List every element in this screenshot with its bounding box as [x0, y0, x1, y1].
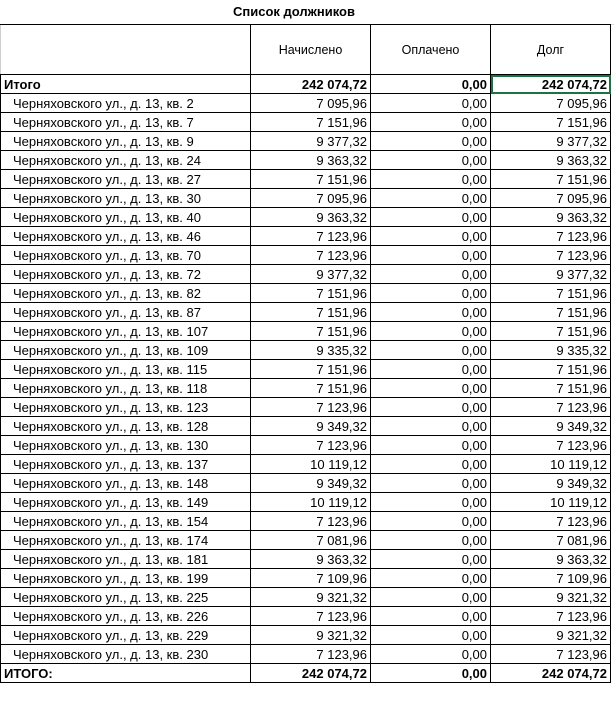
address-cell[interactable]: Черняховского ул., д. 13, кв. 149 — [1, 493, 251, 512]
debt-cell[interactable]: 9 363,32 — [491, 550, 611, 569]
address-cell[interactable]: Черняховского ул., д. 13, кв. 137 — [1, 455, 251, 474]
charged-cell[interactable]: 9 363,32 — [251, 550, 371, 569]
charged-cell[interactable]: 9 363,32 — [251, 208, 371, 227]
address-cell[interactable]: Черняховского ул., д. 13, кв. 226 — [1, 607, 251, 626]
total-paid-cell[interactable]: 0,00 — [371, 75, 491, 94]
debt-cell[interactable]: 9 321,32 — [491, 626, 611, 645]
charged-cell[interactable]: 10 119,12 — [251, 455, 371, 474]
address-cell[interactable]: Черняховского ул., д. 13, кв. 87 — [1, 303, 251, 322]
header-cell-charged[interactable]: Начислено — [251, 25, 371, 75]
charged-cell[interactable]: 7 151,96 — [251, 360, 371, 379]
charged-cell[interactable]: 7 151,96 — [251, 113, 371, 132]
charged-cell[interactable]: 7 123,96 — [251, 398, 371, 417]
table-row — [1, 170, 611, 189]
charged-cell[interactable]: 7 151,96 — [251, 379, 371, 398]
address-cell[interactable]: Черняховского ул., д. 13, кв. 2 — [1, 94, 251, 113]
address-cell[interactable]: Черняховского ул., д. 13, кв. 174 — [1, 531, 251, 550]
debt-cell[interactable]: 7 123,96 — [491, 512, 611, 531]
address-cell[interactable]: Черняховского ул., д. 13, кв. 123 — [1, 398, 251, 417]
debt-cell[interactable]: 7 123,96 — [491, 436, 611, 455]
charged-cell[interactable]: 7 123,96 — [251, 227, 371, 246]
table-row — [1, 208, 611, 227]
paid-cell[interactable]: 0,00 — [371, 398, 491, 417]
address-cell[interactable]: Черняховского ул., д. 13, кв. 82 — [1, 284, 251, 303]
paid-cell[interactable]: 0,00 — [371, 113, 491, 132]
charged-cell[interactable]: 9 349,32 — [251, 417, 371, 436]
charged-cell[interactable]: 9 335,32 — [251, 341, 371, 360]
debt-cell[interactable]: 9 335,32 — [491, 341, 611, 360]
address-cell[interactable]: Черняховского ул., д. 13, кв. 40 — [1, 208, 251, 227]
header-cell-address[interactable] — [1, 25, 251, 75]
paid-cell[interactable]: 0,00 — [371, 455, 491, 474]
debt-cell[interactable]: 9 377,32 — [491, 265, 611, 284]
table-row — [1, 531, 611, 550]
grand-total-debt-cell[interactable]: 242 074,72 — [491, 664, 611, 683]
paid-cell[interactable]: 0,00 — [371, 417, 491, 436]
table-row — [1, 512, 611, 531]
charged-cell[interactable]: 7 123,96 — [251, 645, 371, 664]
paid-cell[interactable]: 0,00 — [371, 360, 491, 379]
address-cell[interactable]: Черняховского ул., д. 13, кв. 118 — [1, 379, 251, 398]
sheet-title[interactable] — [0, 0, 614, 24]
charged-cell[interactable]: 9 321,32 — [251, 588, 371, 607]
paid-cell[interactable]: 0,00 — [371, 645, 491, 664]
table-row — [1, 341, 611, 360]
paid-cell[interactable]: 0,00 — [371, 151, 491, 170]
table-row — [1, 246, 611, 265]
table-row — [1, 379, 611, 398]
paid-cell[interactable]: 0,00 — [371, 94, 491, 113]
table-row — [1, 265, 611, 284]
table-row — [1, 645, 611, 664]
debt-cell[interactable]: 7 123,96 — [491, 398, 611, 417]
paid-cell[interactable]: 0,00 — [371, 303, 491, 322]
address-cell[interactable]: Черняховского ул., д. 13, кв. 148 — [1, 474, 251, 493]
paid-cell[interactable]: 0,00 — [371, 284, 491, 303]
debt-cell[interactable]: 7 151,96 — [491, 170, 611, 189]
debt-cell[interactable]: 9 363,32 — [491, 208, 611, 227]
paid-cell[interactable]: 0,00 — [371, 341, 491, 360]
debt-cell[interactable]: 9 377,32 — [491, 132, 611, 151]
debt-cell[interactable]: 7 123,96 — [491, 607, 611, 626]
address-cell[interactable]: Черняховского ул., д. 13, кв. 115 — [1, 360, 251, 379]
address-cell[interactable]: Черняховского ул., д. 13, кв. 9 — [1, 132, 251, 151]
charged-cell[interactable]: 10 119,12 — [251, 493, 371, 512]
charged-cell[interactable]: 7 081,96 — [251, 531, 371, 550]
charged-cell[interactable]: 7 123,96 — [251, 607, 371, 626]
debt-cell[interactable]: 7 109,96 — [491, 569, 611, 588]
table-row — [1, 322, 611, 341]
paid-cell[interactable]: 0,00 — [371, 588, 491, 607]
debt-cell[interactable]: 10 119,12 — [491, 455, 611, 474]
table-row — [1, 493, 611, 512]
paid-cell[interactable]: 0,00 — [371, 208, 491, 227]
debt-cell[interactable]: 7 151,96 — [491, 360, 611, 379]
total-label-cell[interactable]: Итого — [1, 75, 251, 94]
debt-cell[interactable]: 9 349,32 — [491, 417, 611, 436]
table-row — [1, 398, 611, 417]
charged-cell[interactable]: 9 363,32 — [251, 151, 371, 170]
paid-cell[interactable]: 0,00 — [371, 493, 491, 512]
sheet-title-text: Список должников — [233, 4, 355, 19]
table-row — [1, 94, 611, 113]
debt-cell[interactable]: 7 151,96 — [491, 113, 611, 132]
paid-cell[interactable]: 0,00 — [371, 265, 491, 284]
paid-cell[interactable]: 0,00 — [371, 626, 491, 645]
address-cell[interactable]: Черняховского ул., д. 13, кв. 109 — [1, 341, 251, 360]
paid-cell[interactable]: 0,00 — [371, 189, 491, 208]
paid-cell[interactable]: 0,00 — [371, 569, 491, 588]
debt-cell[interactable]: 7 095,96 — [491, 94, 611, 113]
table-row — [1, 113, 611, 132]
debt-cell[interactable]: 9 349,32 — [491, 474, 611, 493]
charged-cell[interactable]: 9 321,32 — [251, 626, 371, 645]
table-row — [1, 360, 611, 379]
charged-cell[interactable]: 7 109,96 — [251, 569, 371, 588]
table-row — [1, 284, 611, 303]
charged-cell[interactable]: 7 095,96 — [251, 189, 371, 208]
address-cell[interactable]: Черняховского ул., д. 13, кв. 130 — [1, 436, 251, 455]
table-row — [1, 588, 611, 607]
address-cell[interactable]: Черняховского ул., д. 13, кв. 46 — [1, 227, 251, 246]
total-row-bottom — [1, 664, 611, 683]
debt-cell[interactable]: 7 151,96 — [491, 322, 611, 341]
address-cell[interactable]: Черняховского ул., д. 13, кв. 128 — [1, 417, 251, 436]
table-row — [1, 151, 611, 170]
paid-cell[interactable]: 0,00 — [371, 550, 491, 569]
header-row — [1, 25, 611, 75]
charged-cell[interactable]: 7 151,96 — [251, 322, 371, 341]
address-cell[interactable]: Черняховского ул., д. 13, кв. 225 — [1, 588, 251, 607]
paid-cell[interactable]: 0,00 — [371, 512, 491, 531]
address-cell[interactable]: Черняховского ул., д. 13, кв. 229 — [1, 626, 251, 645]
debt-cell[interactable]: 7 095,96 — [491, 189, 611, 208]
charged-cell[interactable]: 7 123,96 — [251, 436, 371, 455]
charged-cell[interactable]: 7 151,96 — [251, 284, 371, 303]
table-row — [1, 227, 611, 246]
paid-cell[interactable]: 0,00 — [371, 474, 491, 493]
address-cell[interactable]: Черняховского ул., д. 13, кв. 230 — [1, 645, 251, 664]
address-cell[interactable]: Черняховского ул., д. 13, кв. 70 — [1, 246, 251, 265]
charged-cell[interactable]: 7 095,96 — [251, 94, 371, 113]
table-row — [1, 455, 611, 474]
table-row — [1, 569, 611, 588]
debt-cell[interactable]: 7 151,96 — [491, 379, 611, 398]
charged-cell[interactable]: 9 377,32 — [251, 265, 371, 284]
table-row — [1, 132, 611, 151]
address-cell[interactable]: Черняховского ул., д. 13, кв. 30 — [1, 189, 251, 208]
debtors-table — [0, 24, 611, 683]
address-cell[interactable]: Черняховского ул., д. 13, кв. 154 — [1, 512, 251, 531]
debt-cell[interactable]: 10 119,12 — [491, 493, 611, 512]
debt-cell[interactable]: 7 123,96 — [491, 246, 611, 265]
charged-cell[interactable]: 7 123,96 — [251, 246, 371, 265]
debt-cell[interactable]: 9 363,32 — [491, 151, 611, 170]
debt-cell[interactable]: 9 321,32 — [491, 588, 611, 607]
grand-total-label-cell[interactable]: ИТОГО: — [1, 664, 251, 683]
charged-cell[interactable]: 9 377,32 — [251, 132, 371, 151]
paid-cell[interactable]: 0,00 — [371, 246, 491, 265]
debt-cell[interactable]: 7 151,96 — [491, 303, 611, 322]
debt-cell[interactable]: 7 151,96 — [491, 284, 611, 303]
charged-cell[interactable]: 7 151,96 — [251, 170, 371, 189]
paid-cell[interactable]: 0,00 — [371, 436, 491, 455]
charged-cell[interactable]: 9 349,32 — [251, 474, 371, 493]
debt-cell[interactable]: 7 081,96 — [491, 531, 611, 550]
total-charged-cell[interactable]: 242 074,72 — [251, 75, 371, 94]
total-row-top — [1, 75, 611, 94]
table-row — [1, 474, 611, 493]
header-cell-debt[interactable]: Долг — [491, 25, 611, 75]
address-cell[interactable]: Черняховского ул., д. 13, кв. 199 — [1, 569, 251, 588]
grand-total-charged-cell[interactable]: 242 074,72 — [251, 664, 371, 683]
table-row — [1, 303, 611, 322]
paid-cell[interactable]: 0,00 — [371, 322, 491, 341]
paid-cell[interactable]: 0,00 — [371, 607, 491, 626]
paid-cell[interactable]: 0,00 — [371, 132, 491, 151]
paid-cell[interactable]: 0,00 — [371, 227, 491, 246]
table-row — [1, 607, 611, 626]
debt-cell[interactable]: 7 123,96 — [491, 645, 611, 664]
table-row — [1, 189, 611, 208]
header-cell-paid[interactable]: Оплачено — [371, 25, 491, 75]
paid-cell[interactable]: 0,00 — [371, 170, 491, 189]
charged-cell[interactable]: 7 151,96 — [251, 303, 371, 322]
paid-cell[interactable]: 0,00 — [371, 379, 491, 398]
table-row — [1, 550, 611, 569]
address-cell[interactable]: Черняховского ул., д. 13, кв. 24 — [1, 151, 251, 170]
address-cell[interactable]: Черняховского ул., д. 13, кв. 107 — [1, 322, 251, 341]
address-cell[interactable]: Черняховского ул., д. 13, кв. 7 — [1, 113, 251, 132]
address-cell[interactable]: Черняховского ул., д. 13, кв. 72 — [1, 265, 251, 284]
debt-cell[interactable]: 7 123,96 — [491, 227, 611, 246]
total-debt-cell-selected[interactable]: 242 074,72 — [491, 75, 611, 94]
table-row — [1, 417, 611, 436]
address-cell[interactable]: Черняховского ул., д. 13, кв. 181 — [1, 550, 251, 569]
address-cell[interactable]: Черняховского ул., д. 13, кв. 27 — [1, 170, 251, 189]
grand-total-paid-cell[interactable]: 0,00 — [371, 664, 491, 683]
table-row — [1, 436, 611, 455]
charged-cell[interactable]: 7 123,96 — [251, 512, 371, 531]
paid-cell[interactable]: 0,00 — [371, 531, 491, 550]
table-row — [1, 626, 611, 645]
